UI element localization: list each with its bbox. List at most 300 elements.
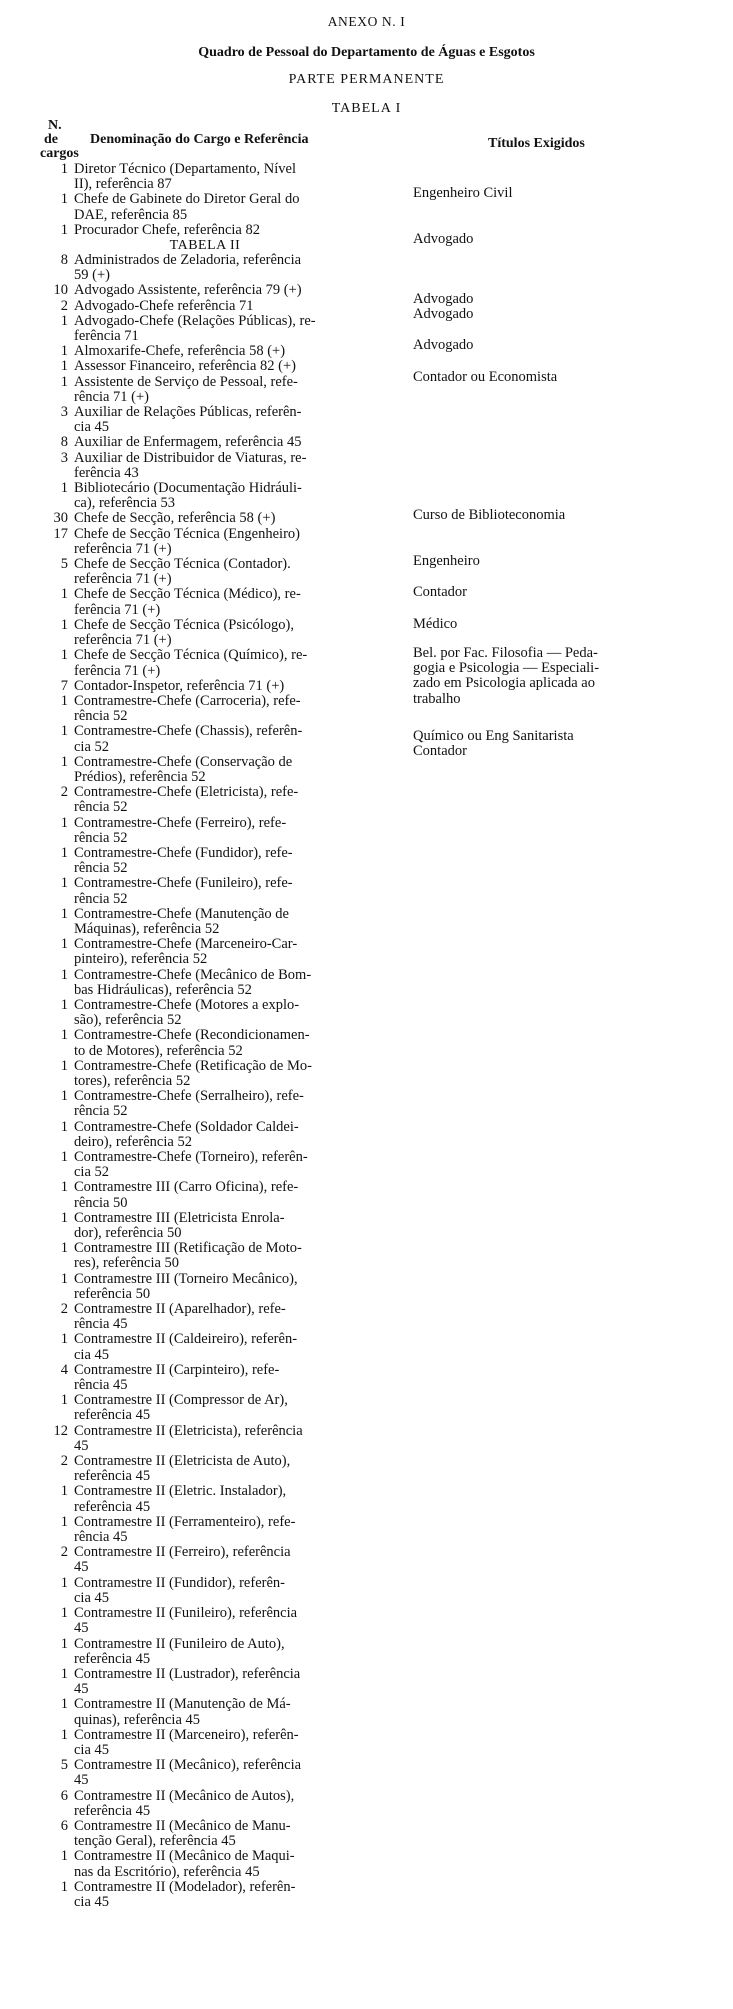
description-line: Contramestre-Chefe (Mecânico de Bom- (74, 966, 312, 983)
row-description (74, 1028, 410, 1058)
row-description (74, 1424, 410, 1454)
row-description (74, 359, 410, 374)
row-description (74, 968, 410, 998)
description-line: Contramestre II (Mecânico de Manu- (74, 1817, 291, 1834)
row-description (74, 1758, 410, 1788)
row-description (74, 451, 410, 481)
row-quantity: 1 (60, 1270, 68, 1287)
row-description (74, 1332, 410, 1362)
row-description (74, 527, 410, 557)
row-quantity: 1 (60, 1392, 68, 1409)
required-title-line: zado em Psicologia aplicada ao (413, 675, 595, 692)
row-description (74, 253, 410, 283)
row-description (74, 1211, 410, 1241)
required-title-line: Bel. por Fac. Filosofia — Peda- (413, 645, 598, 661)
header-de: de (44, 132, 58, 147)
table-row (0, 1819, 733, 1849)
description-line: pinteiro), referência 52 (74, 951, 208, 968)
row-quantity: 8 (60, 252, 68, 269)
row-description (74, 1089, 410, 1119)
description-line: 45 (74, 1437, 89, 1454)
required-title-line: Engenheiro (413, 553, 480, 569)
row-quantity: 6 (60, 1787, 68, 1804)
required-title-line: Médico (413, 616, 458, 632)
row-description (74, 192, 410, 222)
row-quantity: 1 (60, 1057, 68, 1074)
row-description (74, 481, 410, 511)
required-title (413, 646, 713, 707)
required-title (413, 370, 713, 385)
row-quantity: 1 (60, 586, 68, 603)
row-description (74, 314, 410, 344)
table-row (0, 1545, 733, 1575)
position-list (0, 162, 733, 1910)
row-quantity: 1 (60, 358, 68, 375)
description-line: tores), referência 52 (74, 1072, 191, 1089)
row-quantity: 5 (60, 1757, 68, 1774)
required-title (413, 508, 713, 523)
row-description (74, 679, 410, 694)
description-line: 45 (74, 1681, 89, 1698)
row-quantity: 3 (60, 449, 68, 466)
description-line: Chefe de Gabinete do Diretor Geral do (74, 191, 300, 208)
description-line: Contramestre II (Fundidor), referên- (74, 1574, 285, 1591)
description-line: rência 52 (74, 1103, 128, 1120)
document-title: Quadro de Pessoal do Departamento de Águas e Esgotos (198, 45, 535, 60)
description-line: Diretor Técnico (Departamento, Nível (74, 161, 296, 177)
description-line: deiro), referência 52 (74, 1133, 192, 1150)
row-quantity: 1 (60, 905, 68, 922)
description-line: referência 45 (74, 1802, 151, 1819)
table-row (0, 1637, 733, 1667)
table-row (0, 1120, 733, 1150)
description-line: Contramestre II (Mecânico de Autos), (74, 1787, 295, 1804)
description-line: ferência 71 (74, 328, 139, 345)
description-line: cia 45 (74, 1741, 110, 1758)
row-quantity: 1 (60, 1665, 68, 1682)
row-description (74, 998, 410, 1028)
required-title (413, 617, 713, 632)
row-quantity: 1 (60, 692, 68, 709)
description-line: Almoxarife-Chefe, referência 58 (+) (74, 343, 286, 360)
description-line: Contramestre-Chefe (Eletricista), refe- (74, 784, 299, 801)
required-title (413, 729, 713, 759)
description-line: Advogado-Chefe referência 71 (74, 297, 254, 314)
description-line: Auxiliar de Enfermagem, referência 45 (74, 434, 302, 451)
description-line: Auxiliar de Distribuidor de Viaturas, re- (74, 449, 307, 466)
row-description (74, 1637, 410, 1667)
row-description (74, 876, 410, 906)
row-quantity: 6 (60, 1817, 68, 1834)
row-description (74, 937, 410, 967)
table-row (0, 1667, 733, 1697)
row-quantity: 1 (60, 844, 68, 861)
table-row (0, 1393, 733, 1423)
description-line: Contramestre-Chefe (Torneiro), referên- (74, 1149, 308, 1165)
description-line: referência 45 (74, 1498, 151, 1515)
row-quantity: 1 (60, 1118, 68, 1135)
table-row (0, 937, 733, 967)
description-line: res), referência 50 (74, 1255, 180, 1272)
description-line: Contramestre II (Manutenção de Má- (74, 1696, 291, 1713)
row-quantity: 1 (60, 1483, 68, 1500)
description-line: Contramestre II (Mecânico de Maqui- (74, 1848, 295, 1865)
description-line: Contramestre II (Marceneiro), referên- (74, 1726, 299, 1743)
description-line: Contramestre-Chefe (Fundidor), refe- (74, 844, 293, 861)
description-line: Contramestre-Chefe (Ferreiro), refe- (74, 814, 287, 831)
row-description (74, 1241, 410, 1271)
description-line: Chefe de Secção Técnica (Médico), re- (74, 586, 301, 603)
row-quantity: 3 (60, 404, 68, 421)
description-line: DAE, referência 85 (74, 206, 188, 223)
row-quantity: 1 (60, 996, 68, 1013)
table-row (0, 1515, 733, 1545)
description-line: Contramestre-Chefe (Soldador Caldei- (74, 1118, 299, 1135)
description-line: rência 45 (74, 1529, 128, 1546)
table-row (0, 451, 733, 481)
description-line: Assessor Financeiro, referência 82 (+) (74, 358, 296, 375)
required-title (413, 585, 713, 600)
row-description (74, 1576, 410, 1606)
row-description (74, 1302, 410, 1332)
table-row (0, 1484, 733, 1514)
table-row (0, 998, 733, 1028)
row-description (74, 755, 410, 785)
description-line: Chefe de Secção Técnica (Químico), re- (74, 647, 308, 664)
row-quantity: 1 (60, 616, 68, 633)
description-line: Contramestre-Chefe (Carroceria), refe- (74, 692, 301, 709)
description-line: Advogado-Chefe (Relações Públicas), re- (74, 312, 316, 329)
description-line: tenção Geral), referência 45 (74, 1833, 236, 1850)
table-row (0, 481, 733, 511)
row-description (74, 816, 410, 846)
required-title (413, 232, 713, 247)
required-title-line: Advogado (413, 337, 474, 353)
section-title: PARTE PERMANENTE (288, 72, 445, 87)
table-row (0, 1728, 733, 1758)
table-row (0, 1880, 733, 1910)
table-row (0, 253, 733, 283)
row-description (74, 1059, 410, 1089)
description-line: Contramestre II (Eletricista), referência (74, 1422, 303, 1439)
description-line: cia 45 (74, 1893, 110, 1910)
row-quantity: 1 (60, 480, 68, 497)
row-description (74, 1667, 410, 1697)
table-row (0, 816, 733, 846)
annex-title: ANEXO N. I (327, 14, 406, 29)
table-row (0, 527, 733, 557)
description-line: Chefe de Secção Técnica (Contador). (74, 556, 291, 573)
required-title-line: trabalho (413, 690, 461, 707)
table-row (0, 1180, 733, 1210)
table-row (0, 1363, 733, 1393)
row-description (74, 1819, 410, 1849)
description-line: Contramestre II (Ferramenteiro), refe- (74, 1513, 296, 1530)
description-line: Prédios), referência 52 (74, 768, 206, 785)
row-description (74, 1484, 410, 1514)
description-line: Contramestre III (Eletricista Enrola- (74, 1209, 285, 1226)
required-title (413, 307, 713, 322)
row-quantity: 2 (60, 1544, 68, 1561)
description-line: Contramestre-Chefe (Recondicionamen- (74, 1027, 310, 1044)
row-quantity: 1 (60, 814, 68, 831)
required-title (413, 186, 713, 201)
row-quantity: 1 (60, 1240, 68, 1257)
row-description (74, 1728, 410, 1758)
table-row (0, 1028, 733, 1058)
table-row (0, 435, 733, 450)
row-description (74, 1789, 410, 1819)
table-row (0, 1302, 733, 1332)
description-line: 45 (74, 1620, 89, 1637)
description-line: Contramestre-Chefe (Motores a explo- (74, 996, 300, 1013)
row-description (74, 283, 410, 298)
row-description (74, 1393, 410, 1423)
description-line: Contramestre II (Funileiro), referência (74, 1605, 298, 1622)
description-line: referência 71 (+) (74, 571, 172, 588)
table-row (0, 1697, 733, 1727)
row-description (74, 785, 410, 815)
description-line: 45 (74, 1772, 89, 1789)
table-row (0, 1849, 733, 1879)
header-titulos: Títulos Exigidos (488, 136, 585, 151)
description-line: cia 52 (74, 738, 110, 755)
description-line: Contramestre-Chefe (Serralheiro), refe- (74, 1088, 304, 1105)
row-description (74, 557, 410, 587)
row-quantity: 1 (60, 1726, 68, 1743)
description-line: rência 52 (74, 890, 128, 907)
row-quantity: 7 (60, 677, 68, 694)
row-description (74, 1180, 410, 1210)
required-title-line: Advogado (413, 231, 474, 247)
description-line: ferência 71 (+) (74, 601, 161, 618)
description-line: Contramestre III (Carro Oficina), refe- (74, 1179, 299, 1196)
row-quantity: 1 (60, 936, 68, 953)
table-row (0, 1089, 733, 1119)
description-line: rência 71 (+) (74, 388, 149, 405)
description-line: quinas), referência 45 (74, 1711, 201, 1728)
header-denominacao: Denominação do Cargo e Referência (90, 132, 309, 147)
description-line: cia 45 (74, 419, 110, 436)
description-line: Contramestre II (Funileiro de Auto), (74, 1635, 285, 1652)
required-title-line: Engenheiro Civil (413, 185, 513, 201)
description-line: rência 52 (74, 860, 128, 877)
description-line: referência 45 (74, 1407, 151, 1424)
description-line: Máquinas), referência 52 (74, 920, 220, 937)
description-line: Contramestre II (Compressor de Ar), (74, 1392, 288, 1409)
row-quantity: 1 (60, 1574, 68, 1591)
row-quantity: 1 (60, 1605, 68, 1622)
description-line: Chefe de Secção, referência 58 (+) (74, 510, 276, 527)
row-quantity: 8 (60, 434, 68, 451)
description-line: bas Hidráulicas), referência 52 (74, 981, 252, 998)
description-line: Contramestre II (Carpinteiro), refe- (74, 1361, 280, 1378)
row-quantity: 1 (60, 343, 68, 360)
row-quantity: 1 (60, 1027, 68, 1044)
row-description (74, 1880, 410, 1910)
required-title-line: Advogado (413, 306, 474, 322)
description-line: referência 71 (+) (74, 632, 172, 649)
row-description (74, 724, 410, 754)
row-quantity: 1 (60, 1209, 68, 1226)
row-description (74, 846, 410, 876)
table-row (0, 1150, 733, 1180)
table-row (0, 405, 733, 435)
row-quantity: 30 (53, 510, 68, 527)
description-line: rência 52 (74, 799, 128, 816)
table-title: TABELA I (331, 101, 402, 116)
table-row (0, 1454, 733, 1484)
table-row (0, 968, 733, 998)
description-line: ferência 43 (74, 464, 139, 481)
row-description (74, 1606, 410, 1636)
description-line: rência 45 (74, 1377, 128, 1394)
row-description (74, 223, 410, 238)
description-line: to de Motores), referência 52 (74, 1042, 243, 1059)
required-title-line: Curso de Biblioteconomia (413, 507, 566, 523)
table-row (0, 1272, 733, 1302)
table-row (0, 907, 733, 937)
row-description (74, 299, 410, 314)
row-description (74, 375, 410, 405)
row-description (74, 511, 410, 526)
description-line: rência 45 (74, 1316, 128, 1333)
row-quantity: 17 (53, 525, 68, 542)
row-description (74, 1697, 410, 1727)
row-quantity: 1 (60, 647, 68, 664)
description-line: Procurador Chefe, referência 82 (74, 221, 260, 238)
row-quantity: 1 (60, 1635, 68, 1652)
description-line: referência 45 (74, 1468, 151, 1485)
table-row (0, 1211, 733, 1241)
table-row (0, 1424, 733, 1454)
row-quantity: 1 (60, 1179, 68, 1196)
description-line: Administrados de Zeladoria, referência (74, 252, 302, 269)
table-row (0, 785, 733, 815)
description-line: Chefe de Secção Técnica (Engenheiro) (74, 525, 300, 542)
row-quantity: 1 (60, 1878, 68, 1895)
description-line: Contramestre II (Eletricista de Auto), (74, 1453, 291, 1470)
row-quantity: 1 (60, 1848, 68, 1865)
required-title-line: Advogado (413, 291, 474, 307)
description-line: Contramestre II (Lustrador), referência (74, 1665, 301, 1682)
description-line: Contramestre-Chefe (Conservação de (74, 753, 293, 770)
row-quantity: 1 (60, 161, 68, 177)
description-line: Contramestre II (Mecânico), referência (74, 1757, 302, 1774)
description-line: Contramestre III (Torneiro Mecânico), (74, 1270, 298, 1287)
description-line: Assistente de Serviço de Pessoal, refe- (74, 373, 298, 390)
required-title-line: Contador (413, 584, 467, 600)
description-line: cia 52 (74, 1164, 110, 1181)
description-line: Contramestre II (Caldeireiro), referên- (74, 1331, 298, 1348)
row-quantity: 1 (60, 723, 68, 740)
row-description (74, 1150, 410, 1180)
row-quantity: 1 (60, 1696, 68, 1713)
row-quantity: 1 (60, 1149, 68, 1165)
required-title (413, 292, 713, 307)
table-row (0, 1758, 733, 1788)
row-description (74, 1849, 410, 1879)
row-quantity: 1 (60, 1513, 68, 1530)
required-title (413, 554, 713, 569)
description-line: Contramestre III (Retificação de Moto- (74, 1240, 302, 1257)
description-line: Chefe de Secção Técnica (Psicólogo), (74, 616, 294, 633)
row-quantity: 1 (60, 966, 68, 983)
description-line: Contramestre-Chefe (Manutenção de (74, 905, 289, 922)
row-description (74, 1363, 410, 1393)
description-line: Contramestre II (Modelador), referên- (74, 1878, 296, 1895)
required-title-line: Químico ou Eng Sanitarista (413, 728, 574, 744)
row-quantity: 12 (53, 1422, 68, 1439)
description-line: referência 71 (+) (74, 540, 172, 557)
description-line: nas da Escritório), referência 45 (74, 1863, 260, 1880)
description-line: Contramestre II (Aparelhador), refe- (74, 1301, 286, 1318)
description-line: II), referência 87 (74, 176, 172, 193)
description-line: rência 50 (74, 1194, 128, 1211)
row-quantity: 1 (60, 373, 68, 390)
row-description (74, 435, 410, 450)
description-line: Contramestre-Chefe (Marceneiro-Car- (74, 936, 298, 953)
row-quantity: 5 (60, 556, 68, 573)
description-line: ca), referência 53 (74, 495, 176, 512)
row-description (74, 648, 410, 678)
row-description (74, 1272, 410, 1302)
row-description (74, 1515, 410, 1545)
description-line: 59 (+) (74, 267, 110, 284)
row-description (74, 907, 410, 937)
table-row (0, 1332, 733, 1362)
table-row (0, 876, 733, 906)
row-quantity: 4 (60, 1361, 68, 1378)
description-line: Contramestre II (Ferreiro), referência (74, 1544, 291, 1561)
header-cargos: cargos (40, 146, 79, 161)
row-description (74, 587, 410, 617)
table-row (0, 846, 733, 876)
row-description (74, 1545, 410, 1575)
description-line: Advogado Assistente, referência 79 (+) (74, 282, 302, 299)
row-quantity: 2 (60, 1301, 68, 1318)
row-quantity: 2 (60, 1453, 68, 1470)
row-description (74, 1120, 410, 1150)
required-title-line: gogia e Psicologia — Especiali- (413, 660, 600, 677)
row-quantity: 10 (53, 282, 68, 299)
description-line: ferência 71 (+) (74, 662, 161, 679)
row-quantity: 1 (60, 875, 68, 892)
row-quantity: 1 (60, 753, 68, 770)
description-line: referência 50 (74, 1285, 151, 1302)
description-line: Contador-Inspetor, referência 71 (+) (74, 677, 285, 694)
description-line: Auxiliar de Relações Públicas, referên- (74, 404, 302, 421)
header-n: N. (48, 118, 62, 133)
description-line: referência 45 (74, 1650, 151, 1667)
row-quantity: 1 (60, 1088, 68, 1105)
row-description (74, 1454, 410, 1484)
row-quantity: 1 (60, 221, 68, 238)
row-description (74, 162, 410, 192)
description-line: Bibliotecário (Documentação Hidráuli- (74, 480, 302, 497)
row-description (74, 618, 410, 648)
description-line: 45 (74, 1559, 89, 1576)
required-title-line: Contador (413, 743, 467, 760)
row-quantity: 2 (60, 297, 68, 314)
row-quantity: 1 (60, 1331, 68, 1348)
description-line: Contramestre-Chefe (Funileiro), refe- (74, 875, 293, 892)
description-line: Contramestre-Chefe (Chassis), referên- (74, 723, 303, 740)
table-row (0, 1789, 733, 1819)
description-line: Contramestre II (Eletric. Instalador), (74, 1483, 287, 1500)
description-line: dor), referência 50 (74, 1225, 182, 1242)
subtable-title-text: TABELA II (169, 238, 241, 254)
